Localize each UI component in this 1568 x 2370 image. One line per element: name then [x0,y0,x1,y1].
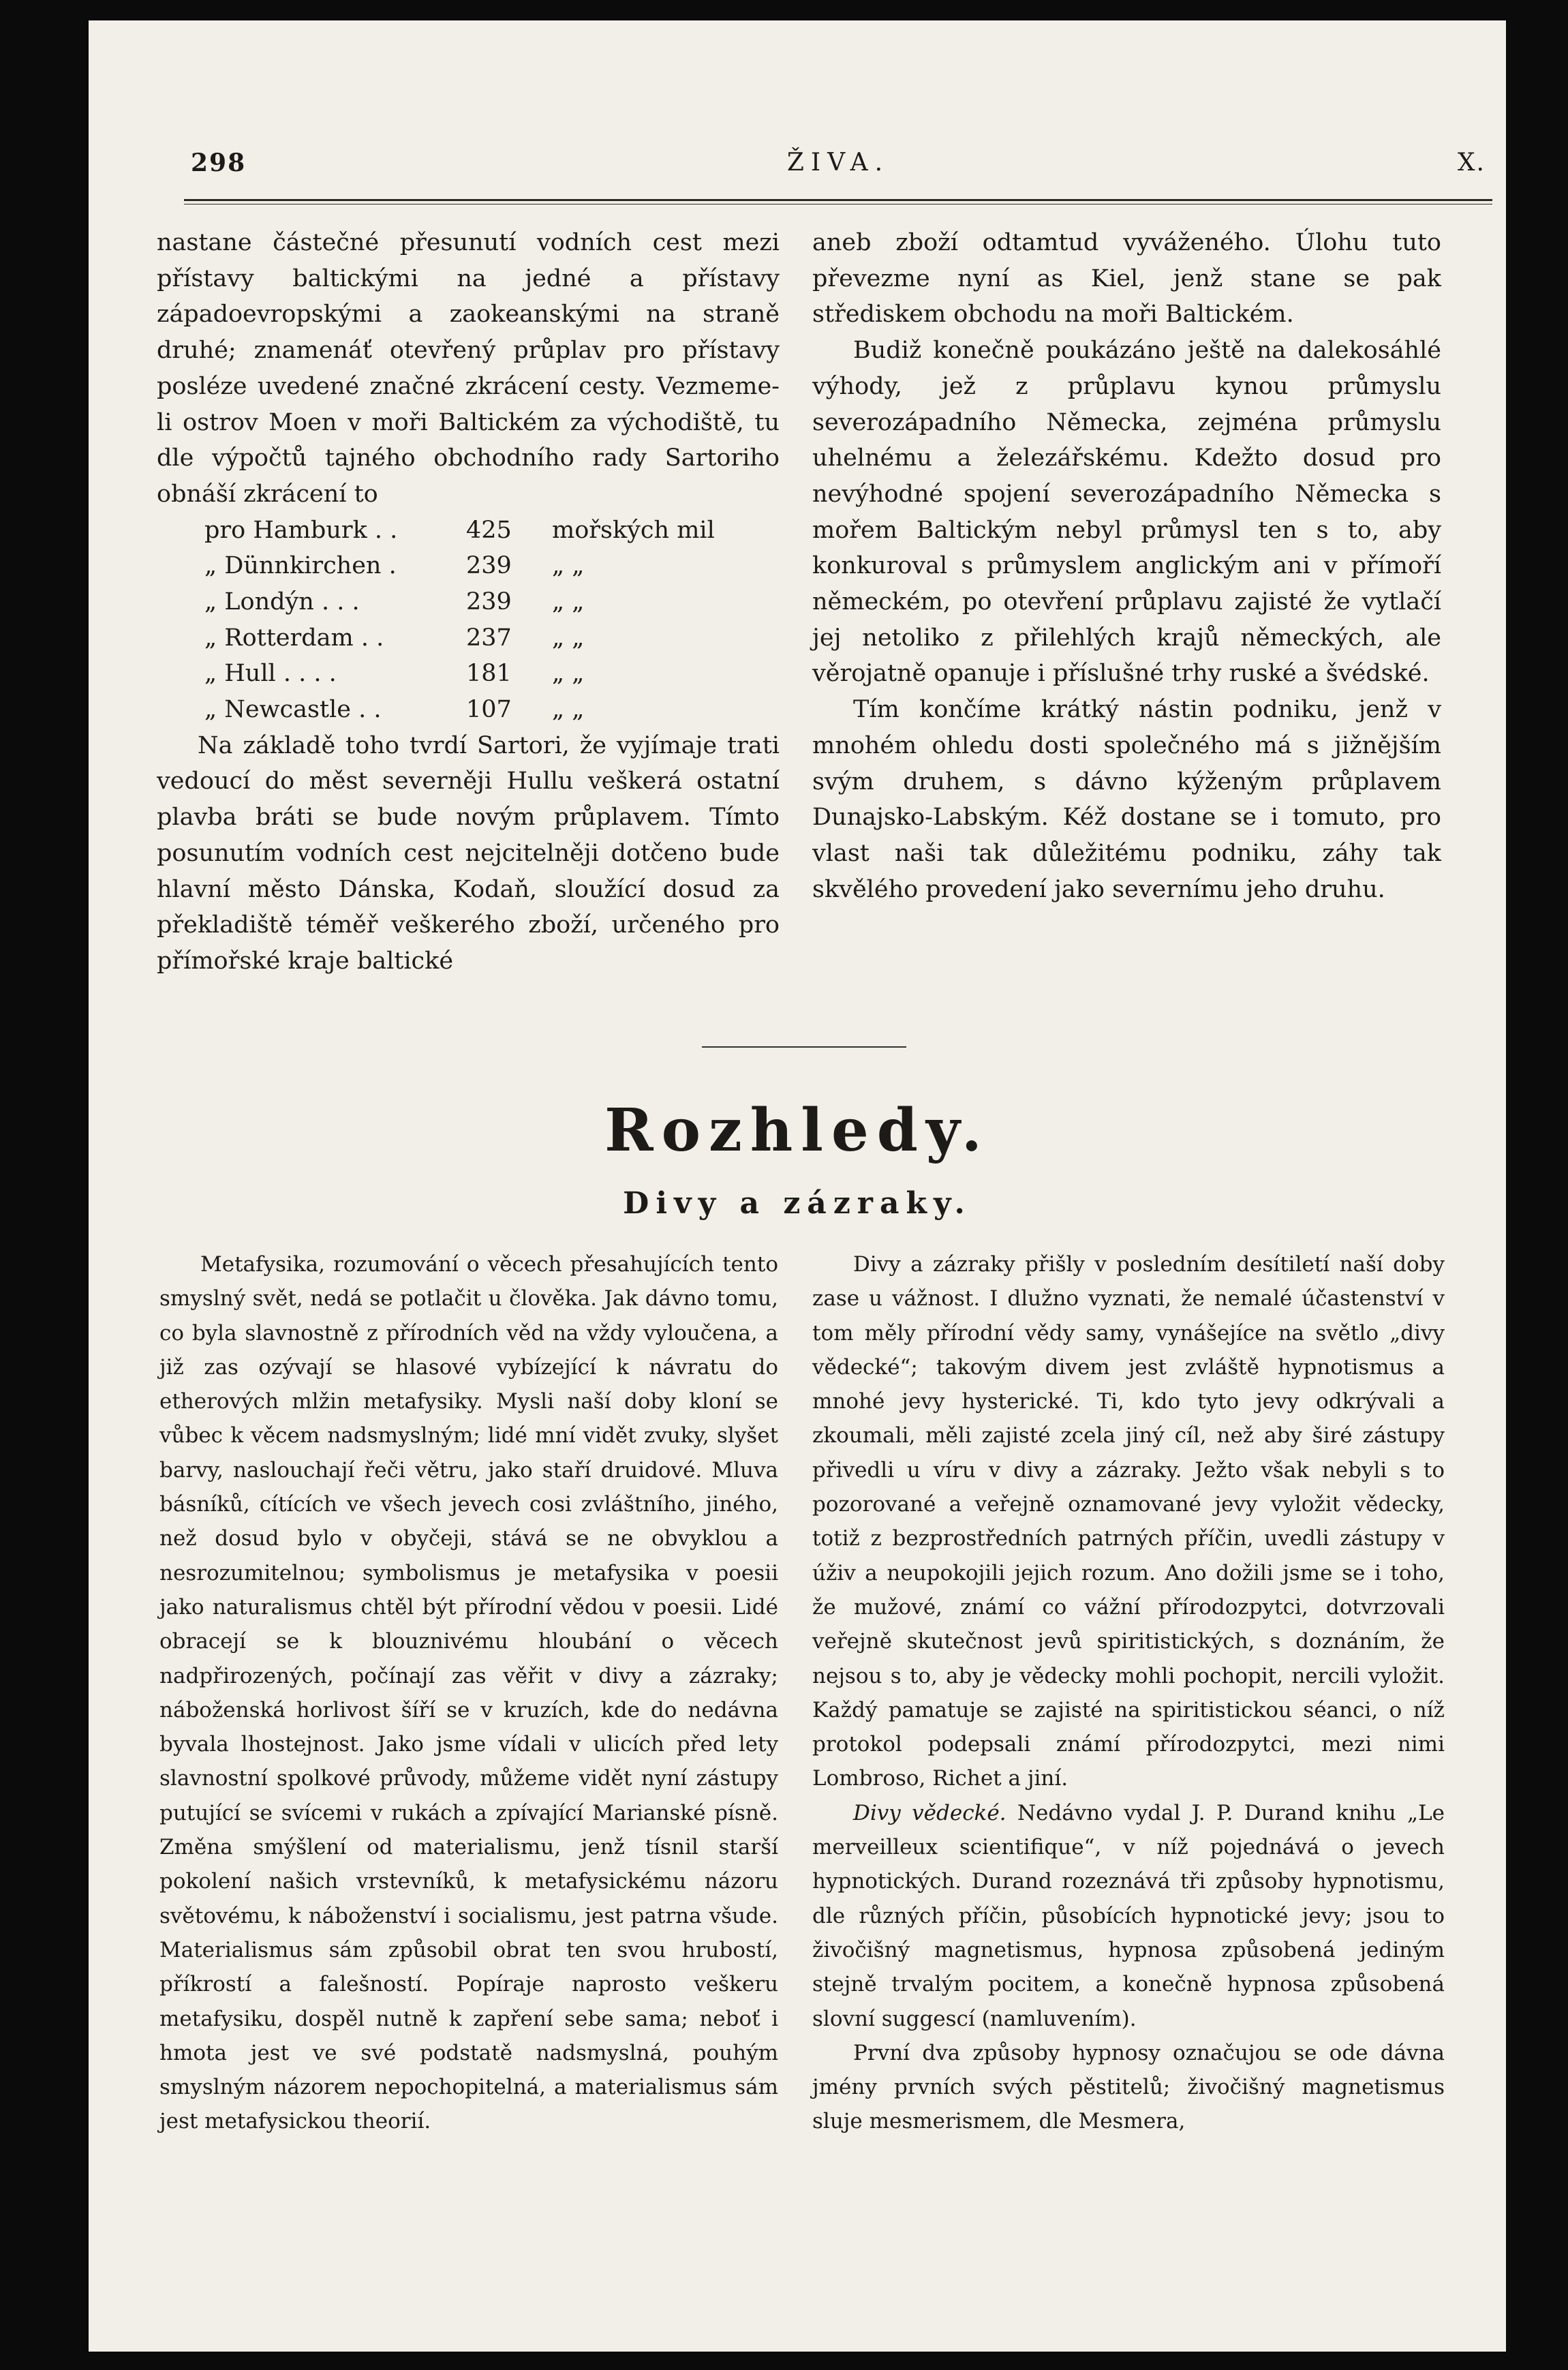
distance-city: „ Dünnkirchen . [204,552,397,580]
volume-number: X. [1457,149,1486,177]
distance-city: „ Newcastle . . [204,696,382,724]
page-number: 298 [191,149,247,177]
distance-city: pro Hamburk . . [204,516,398,544]
top-right-column [812,225,1441,907]
distance-unit: „ „ [552,588,585,616]
distance-unit: „ „ [552,624,585,652]
paragraph: Divy a zázraky přišly v posledním desítiletí naší doby zase u vážnost. I dlužno vyznati, že nemalé účastenství v tom měly přírodní vědy samy, vynášejíce na světlo „divy vědecké“; takovým divem jest zvláště hypnotismus a mnohé jevy hysterické. Ti, kdo tyto jevy odkrývali a zkoumali, měli zajisté zcela jiný cíl, než aby širé zástupy přivedli u víru v divy a zázraky. Ježto však nebyli s to pozorované a veřejně oznamované jevy vyložit vědecky, totiž z bezprostředních patrných příčin, uvedli zástupy v úživ a neupokojili jejich rozum. Ano dožili jsme se i toho, že mužové, známí co vážní přírodozpytci, dotvrzovali veřejně skutečnost jevů spiritistických, s doznáním, že nejsou s to, aby je vědecky mohli pochopit, nercili vyložit. Každý pamatuje se zajisté na spiritistickou séanci, o níž protokol podepsali známí přírodozpytci, mezi nimi Lombroso, Richet a jiní. [812,1252,1445,1791]
distance-value: 107 [466,696,512,724]
distance-city: „ Londýn . . . [204,588,360,616]
top-left-column [157,225,780,979]
distance-row [204,548,780,584]
distance-row [204,584,780,620]
paragraph: nastane částečné přesunutí vodních cest mezi přístavy baltickými na jedné a přístavy západoevropskými a zaokeanskými na straně druhé; znamenáť otevřený průplav pro přístavy posléze uvedené značné zkrácení cesty. Vezmeme-li ostrov Moen v moři Baltickém za východiště, tu dle výpočtů tajného obchodního rady Sartoriho obnáší zkrácení to [157,229,780,508]
distance-city: „ Hull . . . . [204,660,337,688]
italic-heading: Divy vědecké. [853,1800,1006,1825]
distance-unit: „ „ [552,696,585,724]
distance-row [204,513,780,549]
distance-city: „ Rotterdam . . [204,624,384,652]
distance-value: 239 [466,552,512,580]
distance-value: 425 [466,516,512,544]
distance-table [204,513,780,728]
page [89,20,1506,2352]
distance-unit: „ „ [552,660,585,688]
paragraph [812,1796,1445,2036]
section-title: Rozhledy. [604,1096,990,1165]
distance-value: 239 [466,588,512,616]
paragraph: Budiž konečně poukázáno ještě na dalekosáhlé výhody, jež z průplavu kynou průmyslu severozápadního Německa, zejména průmyslu uhelnému a železářskému. Kdežto dosud pro nevýhodné spojení severozápadního Německa s mořem Baltickým nebyl průmysl ten s to, aby konkuroval s průmyslem anglickým ani v přímoří německém, po otevření průplavu zajisté že vytlačí jej netoliko z přilehlých krajů německých, ale věrojatně opanuje i příslušné trhy ruské a švédské. [812,337,1441,688]
distance-row [204,620,780,656]
subsection-title: Divy a zázraky. [623,1186,972,1221]
distance-value: 181 [466,660,512,688]
paragraph: aneb zboží odtamtud vyváženého. Úlohu tuto převezme nyní as Kiel, jenž stane se pak střediskem obchodu na moři Baltickém. [812,229,1441,329]
paragraph: Na základě toho tvrdí Sartori, že vyjímaje trati vedoucí do měst severněji Hullu veškerá ostatní plavba bráti se bude novým průplavem. Tímto posunutím vodních cest nejcitelněji dotčeno bude hlavní město Dánska, Kodaň, sloužící dosud za překladiště téměř veškerého zboží, určeného pro přímořské kraje baltické [157,731,780,975]
header-rule [184,199,1492,201]
distance-unit: „ „ [552,552,585,580]
paragraph: První dva způsoby hypnosy označujou se ode dávna jmény prvních svých pěstitelů; živočišný magnetismus sluje mesmerismem, dle Mesmera, [812,2040,1445,2134]
journal-title: ŽIVA. [786,149,890,177]
bottom-left-column [159,1247,778,2139]
distance-row [204,656,780,692]
paragraph: Metafysika, rozumování o věcech přesahujících tento smyslný svět, nedá se potlačit u člověka. Jak dávno tomu, co byla slavnostně z přírodních věd na vždy vyloučena, a již zas ozývají se hlasové vybízející k návratu do etherových mlžin metafysiky. Mysli naší doby kloní se vůbec k věcem nadsmyslným; lidé mní vidět zvuky, slyšet barvy, naslouchají řeči větru, jako staří druidové. Mluva básníků, cítících ve všech jevech cosi zvláštního, jiného, než dosud bylo v obyčeji, stává se ne obvyklou a nesrozumitelnou; symbolismus je metafysika v poesii jako naturalismus chtěl být přírodní vědou v poesii. Lidé obracejí se k blouznivému hloubání o věcech nadpřirozených, počínají zas věřit v divy a zázraky; náboženská horlivost šíří se v kruzích, kde do nedávna byvala lhostejnost. Jako jsme vídali v ulicích před lety slavnostní spolkové průvody, můžeme vidět nyní zástupy putující se svícemi v rukách a zpívající Marianské písně. Změna smýšlení od materialismu, jenž tísnil starší pokolení našich vrstevníků, k metafysickému názoru světovému, k náboženství i socialismu, jest patrna všude. Materialismus sám způsobil obrat ten svou hrubostí, příkrostí a falešností. Popíraje naprosto veškeru metafysiku, dospěl nutně k zapření sebe sama; neboť i hmota jest ve své podstatě nadsmyslná, pouhým smyslným názorem nepochopitelná, a materialismus sám jest metafysickou theorií. [159,1252,778,2134]
section-divider [702,1046,906,1048]
paragraph-text: Nedávno vydal J. P. Durand knihu „Le merveilleux scientifique“, v níž pojednává o jevech hypnotických. Durand rozeznává tři způsoby hypnotismu, dle různých příčin, působících hypnotické jevy; jsou to živočišný magnetismus, hypnosa způsobená jediným stejně trvalým pocitem, a konečně hypnosa způsobená slovní suggescí (namluvením). [812,1800,1445,2031]
distance-value: 237 [466,624,512,652]
distance-unit: mořských mil [552,516,715,544]
page-header [191,149,1486,189]
distance-row [204,692,780,728]
bottom-right-column [812,1247,1445,2139]
paragraph: Tím končíme krátký nástin podniku, jenž v mnohém ohledu dosti společného má s jižnějším svým druhem, s dávno kýženým průplavem Dunajsko-Labským. Kéž dostane se i tomuto, pro vlast naši tak důležitému podniku, záhy tak skvělého provedení jako severnímu jeho druhu. [812,696,1441,903]
